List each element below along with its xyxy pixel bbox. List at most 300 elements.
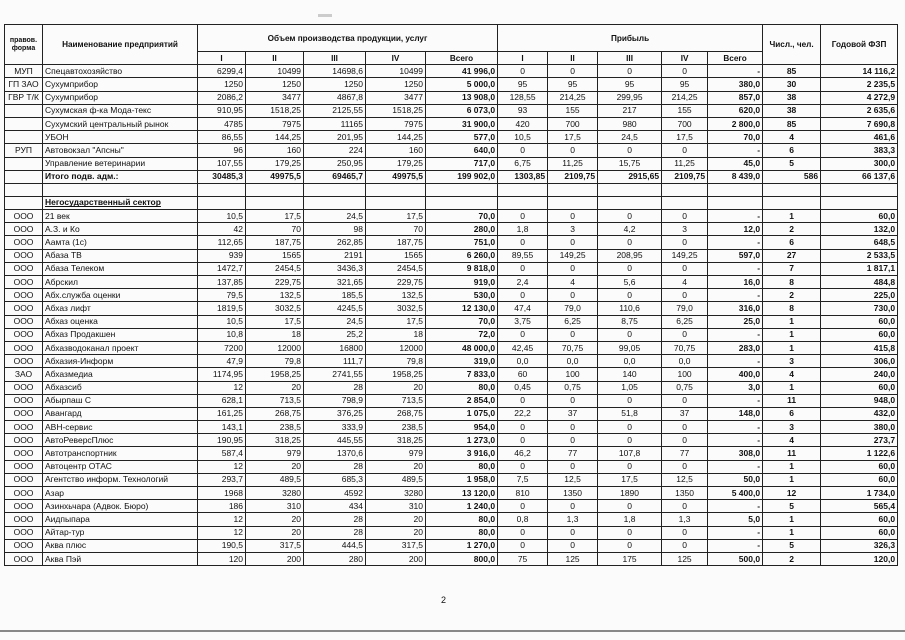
cell-vol-q1: 10,5: [198, 315, 246, 328]
cell-name: Айтар-тур: [43, 526, 198, 539]
cell-profit-q3: 0: [598, 421, 662, 434]
cell-form: ООО: [5, 407, 43, 420]
cell-vol-q2: 3032,5: [246, 302, 304, 315]
cell-profit-q3: 140: [598, 368, 662, 381]
cell-profit-total: -: [708, 262, 763, 275]
cell-profit-q1: 0: [498, 500, 548, 513]
total-vol-q2: 49975,5: [246, 170, 304, 183]
cell-vol-total: 13 120,0: [426, 487, 498, 500]
table-row: [5, 526, 898, 539]
cell-profit-q1: 42,45: [498, 341, 548, 354]
cell-profit-q1: 0,0: [498, 355, 548, 368]
cell-fzp: 132,0: [821, 223, 898, 236]
spacer-row: [5, 183, 898, 196]
cell-profit-q2: 4: [548, 276, 598, 289]
cell-vol-q1: 10,8: [198, 328, 246, 341]
cell-fzp: 461,6: [821, 131, 898, 144]
cell-profit-q4: 77: [662, 447, 708, 460]
cell-profit-total: -: [708, 526, 763, 539]
cell-fzp: 120,0: [821, 552, 898, 565]
cell-fzp: 1 122,6: [821, 447, 898, 460]
cell-staff: 8: [763, 276, 821, 289]
cell-name: Сухумприбор: [43, 78, 198, 91]
cell-name: Аква Пэй: [43, 552, 198, 565]
cell-profit-q2: 1,3: [548, 513, 598, 526]
cell-vol-total: 80,0: [426, 526, 498, 539]
cell-vol-q2: 10499: [246, 65, 304, 78]
cell-vol-total: 80,0: [426, 513, 498, 526]
cell-profit-q1: 47,4: [498, 302, 548, 315]
cell-profit-q4: 155: [662, 104, 708, 117]
cell-vol-q1: 293,7: [198, 473, 246, 486]
cell-profit-q2: 1350: [548, 487, 598, 500]
cell-vol-q3: 28: [304, 381, 366, 394]
cell-vol-total: 72,0: [426, 328, 498, 341]
cell-vol-q4: 1518,25: [366, 104, 426, 117]
cell-fzp: 2 533,5: [821, 249, 898, 262]
cell-vol-q1: 1819,5: [198, 302, 246, 315]
cell-staff: 6: [763, 407, 821, 420]
cell-profit-q1: 128,55: [498, 91, 548, 104]
cell-profit-total: 70,0: [708, 131, 763, 144]
cell-vol-q4: 12000: [366, 341, 426, 354]
cell-vol-q2: 179,25: [246, 157, 304, 170]
cell-vol-q3: 1370,6: [304, 447, 366, 460]
cell-profit-total: -: [708, 355, 763, 368]
cell-staff: 1: [763, 210, 821, 223]
cell-staff: 38: [763, 91, 821, 104]
cell-vol-total: 5 000,0: [426, 78, 498, 91]
cell-vol-q2: 20: [246, 526, 304, 539]
cell-vol-q1: 79,5: [198, 289, 246, 302]
cell-profit-q1: 420: [498, 117, 548, 130]
cell-vol-q2: 310: [246, 500, 304, 513]
cell-vol-total: 1 958,0: [426, 473, 498, 486]
cell-vol-total: 13 908,0: [426, 91, 498, 104]
cell-staff: 85: [763, 65, 821, 78]
cell-name: АВН-сервис: [43, 421, 198, 434]
table-row: [5, 157, 898, 170]
cell-vol-q4: 200: [366, 552, 426, 565]
cell-vol-q2: 229,75: [246, 276, 304, 289]
cell-vol-total: 70,0: [426, 210, 498, 223]
cell-vol-q1: 2086,2: [198, 91, 246, 104]
cell-name: Автоцентр ОТАС: [43, 460, 198, 473]
cell-vol-total: 751,0: [426, 236, 498, 249]
cell-profit-q2: 700: [548, 117, 598, 130]
cell-fzp: 306,0: [821, 355, 898, 368]
total-vol-q4: 49975,5: [366, 170, 426, 183]
cell-vol-q2: 1518,25: [246, 104, 304, 117]
cell-vol-q2: 1250: [246, 78, 304, 91]
cell-name: Автотранспортник: [43, 447, 198, 460]
cell-staff: 85: [763, 117, 821, 130]
table-row: [5, 341, 898, 354]
cell-profit-q4: 700: [662, 117, 708, 130]
header-volume: Объем производства продукции, услуг: [198, 25, 498, 52]
cell-vol-q4: 1250: [366, 78, 426, 91]
cell-vol-q3: 1250: [304, 78, 366, 91]
cell-profit-total: 2 800,0: [708, 117, 763, 130]
cell-profit-total: 45,0: [708, 157, 763, 170]
cell-vol-q4: 20: [366, 381, 426, 394]
cell-vol-q2: 12000: [246, 341, 304, 354]
cell-profit-q3: 980: [598, 117, 662, 130]
cell-vol-q1: 910,95: [198, 104, 246, 117]
cell-profit-q3: 0: [598, 210, 662, 223]
cell-profit-q3: 0: [598, 144, 662, 157]
cell-profit-q2: 100: [548, 368, 598, 381]
cell-profit-total: -: [708, 460, 763, 473]
cell-profit-q2: 0: [548, 144, 598, 157]
cell-fzp: 4 272,9: [821, 91, 898, 104]
table-row: [5, 381, 898, 394]
table-row: [5, 276, 898, 289]
cell-profit-q3: 8,75: [598, 315, 662, 328]
cell-profit-q2: 70,75: [548, 341, 598, 354]
total-profit-q2: 2109,75: [548, 170, 598, 183]
cell-vol-total: 6 260,0: [426, 249, 498, 262]
cell-vol-q4: 17,5: [366, 315, 426, 328]
cell-name: Сухумская ф-ка Мода-текс: [43, 104, 198, 117]
cell-fzp: 240,0: [821, 368, 898, 381]
cell-name: Агентство информ. Технологий: [43, 473, 198, 486]
cell-profit-q1: 75: [498, 552, 548, 565]
cell-staff: 4: [763, 368, 821, 381]
table-row: [5, 355, 898, 368]
cell-name: Сухумский центральный рынок: [43, 117, 198, 130]
cell-vol-q2: 20: [246, 381, 304, 394]
cell-profit-q3: 1,8: [598, 513, 662, 526]
cell-vol-q3: 111,7: [304, 355, 366, 368]
cell-vol-q4: 17,5: [366, 210, 426, 223]
cell-profit-q4: 125: [662, 552, 708, 565]
cell-vol-q4: 187,75: [366, 236, 426, 249]
cell-profit-q4: 17,5: [662, 131, 708, 144]
cell-staff: 1: [763, 381, 821, 394]
cell-profit-q1: 6,75: [498, 157, 548, 170]
cell-profit-q1: 0: [498, 236, 548, 249]
cell-vol-q3: 444,5: [304, 539, 366, 552]
cell-vol-q4: 70: [366, 223, 426, 236]
cell-profit-q3: 0: [598, 328, 662, 341]
cell-vol-q2: 3280: [246, 487, 304, 500]
cell-name: УБОН: [43, 131, 198, 144]
cell-staff: 1: [763, 328, 821, 341]
cell-vol-q1: 628,1: [198, 394, 246, 407]
table-row: [5, 434, 898, 447]
cell-vol-q2: 979: [246, 447, 304, 460]
cell-profit-q1: 0: [498, 289, 548, 302]
cell-vol-total: 319,0: [426, 355, 498, 368]
cell-profit-total: 380,0: [708, 78, 763, 91]
cell-form: ООО: [5, 210, 43, 223]
cell-profit-q2: 12,5: [548, 473, 598, 486]
cell-vol-total: 1 240,0: [426, 500, 498, 513]
cell-fzp: 60,0: [821, 513, 898, 526]
table-row: [5, 289, 898, 302]
cell-profit-q2: 6,25: [548, 315, 598, 328]
table-row: [5, 262, 898, 275]
cell-vol-q3: 434: [304, 500, 366, 513]
cell-profit-q1: 1,8: [498, 223, 548, 236]
cell-vol-q3: 4592: [304, 487, 366, 500]
cell-staff: 30: [763, 78, 821, 91]
table-row: [5, 302, 898, 315]
cell-vol-q1: 12: [198, 381, 246, 394]
cell-profit-q1: 7,5: [498, 473, 548, 486]
cell-profit-q4: 3: [662, 223, 708, 236]
cell-profit-total: 148,0: [708, 407, 763, 420]
total-name: Итого подв. адм.:: [43, 170, 198, 183]
cell-vol-total: 41 996,0: [426, 65, 498, 78]
cell-vol-q4: 3477: [366, 91, 426, 104]
cell-fzp: 60,0: [821, 315, 898, 328]
cell-form: ООО: [5, 381, 43, 394]
cell-profit-q4: 0: [662, 500, 708, 513]
cell-form: ООО: [5, 460, 43, 473]
cell-vol-q3: 201,95: [304, 131, 366, 144]
cell-form: ООО: [5, 513, 43, 526]
cell-profit-q4: 4: [662, 276, 708, 289]
cell-profit-total: -: [708, 65, 763, 78]
total-row: [5, 170, 898, 183]
table-row: [5, 236, 898, 249]
cell-profit-q4: 0: [662, 526, 708, 539]
cell-profit-q2: 125: [548, 552, 598, 565]
cell-profit-total: -: [708, 394, 763, 407]
cell-vol-q2: 79,8: [246, 355, 304, 368]
cell-vol-q2: 317,5: [246, 539, 304, 552]
cell-vol-q4: 489,5: [366, 473, 426, 486]
cell-profit-total: -: [708, 289, 763, 302]
cell-vol-total: 9 818,0: [426, 262, 498, 275]
total-profit-q4: 2109,75: [662, 170, 708, 183]
cell-profit-q2: 0: [548, 236, 598, 249]
cell-vol-q4: 1958,25: [366, 368, 426, 381]
cell-fzp: 648,5: [821, 236, 898, 249]
cell-vol-total: 1 075,0: [426, 407, 498, 420]
cell-form: [5, 104, 43, 117]
cell-profit-q1: 0,8: [498, 513, 548, 526]
cell-form: ООО: [5, 500, 43, 513]
cell-name: Азар: [43, 487, 198, 500]
header-row: [5, 25, 898, 52]
table-row: [5, 473, 898, 486]
cell-staff: 1: [763, 513, 821, 526]
cell-profit-q4: 70,75: [662, 341, 708, 354]
cell-profit-q2: 11,25: [548, 157, 598, 170]
header-name: Наименование предприятий: [43, 25, 198, 65]
cell-vol-q1: 186: [198, 500, 246, 513]
cell-profit-q3: 175: [598, 552, 662, 565]
cell-profit-q1: 0: [498, 526, 548, 539]
cell-vol-total: 12 130,0: [426, 302, 498, 315]
header-staff: Числ., чел.: [763, 25, 821, 65]
cell-vol-q1: 12: [198, 460, 246, 473]
cell-vol-q3: 333,9: [304, 421, 366, 434]
cell-name: Абх.служба оценки: [43, 289, 198, 302]
cell-vol-q4: 20: [366, 526, 426, 539]
cell-vol-q3: 25,2: [304, 328, 366, 341]
cell-vol-q4: 979: [366, 447, 426, 460]
cell-form: ООО: [5, 394, 43, 407]
cell-name: Абхаз оценка: [43, 315, 198, 328]
cell-profit-q4: 0: [662, 262, 708, 275]
cell-profit-total: 400,0: [708, 368, 763, 381]
cell-staff: 11: [763, 447, 821, 460]
cell-profit-total: -: [708, 539, 763, 552]
table-row: [5, 210, 898, 223]
cell-profit-q2: 0: [548, 421, 598, 434]
cell-profit-q1: 0: [498, 539, 548, 552]
cell-vol-total: 1 270,0: [426, 539, 498, 552]
cell-vol-q2: 1565: [246, 249, 304, 262]
cell-vol-q4: 229,75: [366, 276, 426, 289]
cell-profit-q4: 0: [662, 328, 708, 341]
cell-form: ООО: [5, 289, 43, 302]
cell-fzp: 1 734,0: [821, 487, 898, 500]
cell-vol-q1: 96: [198, 144, 246, 157]
cell-vol-q2: 20: [246, 460, 304, 473]
sector-header-row: [5, 196, 898, 209]
cell-profit-q3: 0,0: [598, 355, 662, 368]
cell-fzp: 300,0: [821, 157, 898, 170]
cell-profit-q1: 0: [498, 421, 548, 434]
cell-profit-q3: 0: [598, 539, 662, 552]
table-row: [5, 104, 898, 117]
cell-profit-q1: 3,75: [498, 315, 548, 328]
cell-profit-q3: 0: [598, 65, 662, 78]
cell-name: Абаза ТВ: [43, 249, 198, 262]
cell-profit-q3: 15,75: [598, 157, 662, 170]
cell-name: Абырпаш С: [43, 394, 198, 407]
cell-fzp: 7 690,8: [821, 117, 898, 130]
cell-profit-q1: 95: [498, 78, 548, 91]
cell-form: ООО: [5, 223, 43, 236]
cell-profit-q2: 0: [548, 526, 598, 539]
cell-vol-q1: 190,95: [198, 434, 246, 447]
cell-form: РУП: [5, 144, 43, 157]
cell-form: МУП: [5, 65, 43, 78]
cell-profit-q1: 93: [498, 104, 548, 117]
cell-fzp: 565,4: [821, 500, 898, 513]
cell-profit-q1: 0: [498, 65, 548, 78]
cell-vol-q1: 12: [198, 513, 246, 526]
cell-profit-total: 620,0: [708, 104, 763, 117]
cell-staff: 1: [763, 315, 821, 328]
cell-fzp: 225,0: [821, 289, 898, 302]
cell-vol-total: 31 900,0: [426, 117, 498, 130]
cell-vol-q2: 17,5: [246, 210, 304, 223]
cell-fzp: 60,0: [821, 381, 898, 394]
cell-profit-q2: 214,25: [548, 91, 598, 104]
cell-profit-q3: 0: [598, 460, 662, 473]
cell-profit-q1: 0,45: [498, 381, 548, 394]
cell-vol-q4: 2454,5: [366, 262, 426, 275]
cell-vol-q4: 310: [366, 500, 426, 513]
cell-profit-total: 3,0: [708, 381, 763, 394]
cell-staff: 5: [763, 157, 821, 170]
cell-vol-q3: 2125,55: [304, 104, 366, 117]
cell-profit-q1: 0: [498, 144, 548, 157]
cell-vol-q4: 132,5: [366, 289, 426, 302]
cell-profit-q4: 37: [662, 407, 708, 420]
table-row: [5, 368, 898, 381]
table-row: [5, 539, 898, 552]
cell-profit-q1: 0: [498, 210, 548, 223]
cell-vol-q1: 4785: [198, 117, 246, 130]
cell-profit-total: -: [708, 421, 763, 434]
cell-staff: 8: [763, 302, 821, 315]
cell-profit-q4: 1,3: [662, 513, 708, 526]
cell-vol-total: 7 833,0: [426, 368, 498, 381]
cell-profit-q1: 2,4: [498, 276, 548, 289]
cell-profit-total: 25,0: [708, 315, 763, 328]
header-profit-q1: I: [498, 52, 548, 65]
table-row: [5, 117, 898, 130]
total-vol-total: 199 902,0: [426, 170, 498, 183]
cell-vol-q3: 445,55: [304, 434, 366, 447]
cell-profit-q4: 0: [662, 394, 708, 407]
cell-name: Абхазводоканал проект: [43, 341, 198, 354]
cell-vol-q1: 47,9: [198, 355, 246, 368]
cell-vol-q1: 587,4: [198, 447, 246, 460]
cell-vol-q1: 1250: [198, 78, 246, 91]
header-q3: III: [304, 52, 366, 65]
cell-profit-q4: 1350: [662, 487, 708, 500]
table-row: [5, 487, 898, 500]
cell-profit-total: -: [708, 210, 763, 223]
cell-vol-q2: 268,75: [246, 407, 304, 420]
cell-staff: 6: [763, 236, 821, 249]
cell-vol-q4: 713,5: [366, 394, 426, 407]
cell-vol-q1: 86,55: [198, 131, 246, 144]
cell-profit-q2: 0: [548, 289, 598, 302]
cell-vol-q2: 20: [246, 513, 304, 526]
table-row: [5, 407, 898, 420]
cell-vol-total: 80,0: [426, 381, 498, 394]
cell-form: ООО: [5, 355, 43, 368]
cell-vol-total: 717,0: [426, 157, 498, 170]
cell-vol-q2: 70: [246, 223, 304, 236]
cell-profit-q2: 0: [548, 65, 598, 78]
cell-profit-q4: 0: [662, 236, 708, 249]
cell-profit-total: -: [708, 328, 763, 341]
cell-vol-total: 800,0: [426, 552, 498, 565]
cell-vol-q3: 4245,5: [304, 302, 366, 315]
cell-vol-q4: 20: [366, 460, 426, 473]
cell-form: ООО: [5, 249, 43, 262]
cell-staff: 4: [763, 131, 821, 144]
cell-profit-q2: 0: [548, 460, 598, 473]
cell-vol-q2: 1958,25: [246, 368, 304, 381]
table-row: [5, 447, 898, 460]
cell-profit-q2: 0,0: [548, 355, 598, 368]
cell-staff: 6: [763, 144, 821, 157]
cell-vol-q3: 280: [304, 552, 366, 565]
total-fzp: 66 137,6: [821, 170, 898, 183]
cell-fzp: 948,0: [821, 394, 898, 407]
cell-profit-total: -: [708, 236, 763, 249]
cell-form: [5, 157, 43, 170]
cell-form: ООО: [5, 539, 43, 552]
cell-staff: 12: [763, 487, 821, 500]
cell-vol-total: 6 073,0: [426, 104, 498, 117]
cell-fzp: 415,8: [821, 341, 898, 354]
cell-fzp: 326,3: [821, 539, 898, 552]
cell-form: ООО: [5, 236, 43, 249]
